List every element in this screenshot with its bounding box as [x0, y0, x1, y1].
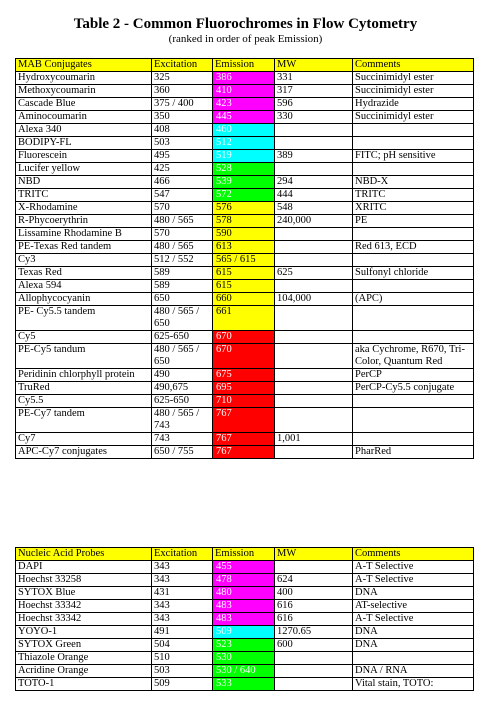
excitation-cell: 547: [152, 189, 213, 202]
fluorochrome-cell: Cy3: [16, 254, 152, 267]
comments-cell: Succinimidyl ester: [353, 72, 474, 85]
table-row: [16, 280, 474, 293]
mw-cell: [275, 306, 353, 331]
excitation-cell: 375 / 400: [152, 98, 213, 111]
emission-cell: 523: [213, 639, 275, 652]
table-row: [16, 574, 474, 587]
fluorochrome-cell: R-Phycoerythrin: [16, 215, 152, 228]
fluorochrome-cell: Aminocoumarin: [16, 111, 152, 124]
comments-cell: (APC): [353, 293, 474, 306]
comments-cell: Sulfonyl chloride: [353, 267, 474, 280]
table-row: [16, 600, 474, 613]
table-row: [16, 98, 474, 111]
comments-header: Comments: [353, 59, 474, 72]
fluorochrome-cell: BODIPY-FL: [16, 137, 152, 150]
comments-cell: A-T Selective: [353, 574, 474, 587]
emission-cell: 519: [213, 150, 275, 163]
table-row: [16, 124, 474, 137]
comments-cell: [353, 254, 474, 267]
emission-cell: 590: [213, 228, 275, 241]
comments-cell: AT-selective: [353, 600, 474, 613]
comments-header: Comments: [353, 548, 474, 561]
emission-cell: 460: [213, 124, 275, 137]
excitation-cell: 325: [152, 72, 213, 85]
excitation-cell: 504: [152, 639, 213, 652]
emission-cell: 695: [213, 382, 275, 395]
mw-cell: [275, 163, 353, 176]
excitation-cell: 480 / 565: [152, 241, 213, 254]
nucleic-acid-probes-body: [16, 548, 474, 691]
table-row: [16, 613, 474, 626]
comments-cell: DNA: [353, 639, 474, 652]
table-row: [16, 150, 474, 163]
mw-cell: [275, 446, 353, 459]
mw-cell: [275, 241, 353, 254]
mw-cell: 330: [275, 111, 353, 124]
excitation-header: Excitation: [152, 548, 213, 561]
excitation-cell: 343: [152, 574, 213, 587]
comments-cell: Vital stain, TOTO:: [353, 678, 474, 691]
excitation-cell: 570: [152, 202, 213, 215]
emission-cell: 615: [213, 280, 275, 293]
fluorochrome-cell: Lissamine Rhodamine B: [16, 228, 152, 241]
emission-header: Emission: [213, 548, 275, 561]
fluorochrome-cell: YOYO-1: [16, 626, 152, 639]
mw-cell: 600: [275, 639, 353, 652]
table-row: [16, 561, 474, 574]
mw-cell: [275, 331, 353, 344]
comments-cell: Hydrazide: [353, 98, 474, 111]
mw-cell: [275, 344, 353, 369]
header-row: [16, 548, 474, 561]
excitation-cell: 425: [152, 163, 213, 176]
emission-cell: 565 / 615: [213, 254, 275, 267]
emission-cell: 670: [213, 331, 275, 344]
category-header: MAB Conjugates: [16, 59, 152, 72]
emission-cell: 480: [213, 587, 275, 600]
mw-cell: [275, 280, 353, 293]
comments-cell: [353, 395, 474, 408]
table-row: [16, 111, 474, 124]
mw-header: MW: [275, 548, 353, 561]
mw-cell: [275, 254, 353, 267]
mw-cell: [275, 652, 353, 665]
table-row: [16, 395, 474, 408]
emission-cell: 576: [213, 202, 275, 215]
excitation-cell: 466: [152, 176, 213, 189]
excitation-cell: 650: [152, 293, 213, 306]
table-subtitle: (ranked in order of peak Emission): [168, 33, 323, 45]
mw-cell: 400: [275, 587, 353, 600]
table-row: [16, 408, 474, 433]
emission-header: Emission: [213, 59, 275, 72]
excitation-cell: 512 / 552: [152, 254, 213, 267]
fluorochrome-cell: SYTOX Blue: [16, 587, 152, 600]
emission-cell: 767: [213, 408, 275, 433]
table-row: [16, 446, 474, 459]
table-row: [16, 241, 474, 254]
table-row: [16, 652, 474, 665]
table-row: [16, 267, 474, 280]
fluorochrome-cell: TOTO-1: [16, 678, 152, 691]
mw-cell: [275, 665, 353, 678]
mw-cell: [275, 395, 353, 408]
table-row: [16, 678, 474, 691]
mw-cell: [275, 678, 353, 691]
fluorochrome-cell: Cy5.5: [16, 395, 152, 408]
emission-cell: 483: [213, 613, 275, 626]
comments-cell: [353, 652, 474, 665]
excitation-cell: 350: [152, 111, 213, 124]
table-row: [16, 215, 474, 228]
table-row: [16, 72, 474, 85]
excitation-cell: 495: [152, 150, 213, 163]
table-row: [16, 163, 474, 176]
comments-cell: XRITC: [353, 202, 474, 215]
table-row: [16, 202, 474, 215]
comments-cell: [353, 280, 474, 293]
comments-cell: DNA: [353, 587, 474, 600]
comments-cell: A-T Selective: [353, 613, 474, 626]
mw-cell: 616: [275, 613, 353, 626]
table-row: [16, 331, 474, 344]
fluorochrome-cell: APC-Cy7 conjugates: [16, 446, 152, 459]
excitation-cell: 480 / 565 / 743: [152, 408, 213, 433]
excitation-header: Excitation: [152, 59, 213, 72]
comments-cell: A-T Selective: [353, 561, 474, 574]
excitation-cell: 408: [152, 124, 213, 137]
excitation-cell: 570: [152, 228, 213, 241]
excitation-cell: 480 / 565 / 650: [152, 306, 213, 331]
fluorochrome-cell: PE- Cy5.5 tandem: [16, 306, 152, 331]
mw-cell: 317: [275, 85, 353, 98]
emission-cell: 423: [213, 98, 275, 111]
excitation-cell: 360: [152, 85, 213, 98]
table-row: [16, 626, 474, 639]
excitation-cell: 510: [152, 652, 213, 665]
fluorochrome-cell: DAPI: [16, 561, 152, 574]
mw-cell: [275, 228, 353, 241]
comments-cell: Succinimidyl ester: [353, 85, 474, 98]
table-row: [16, 293, 474, 306]
excitation-cell: 490,675: [152, 382, 213, 395]
emission-cell: 512: [213, 137, 275, 150]
table-row: [16, 228, 474, 241]
fluorochrome-cell: Cy7: [16, 433, 152, 446]
fluorochrome-cell: PE-Cy5 tandum: [16, 344, 152, 369]
comments-cell: [353, 433, 474, 446]
mw-cell: [275, 124, 353, 137]
table-row: [16, 189, 474, 202]
comments-cell: Succinimidyl ester: [353, 111, 474, 124]
mw-cell: [275, 137, 353, 150]
excitation-cell: 490: [152, 369, 213, 382]
table-row: [16, 137, 474, 150]
excitation-cell: 503: [152, 665, 213, 678]
excitation-cell: 343: [152, 613, 213, 626]
table-row: [16, 587, 474, 600]
fluorochrome-cell: TruRed: [16, 382, 152, 395]
mw-cell: 548: [275, 202, 353, 215]
fluorochrome-cell: Fluorescein: [16, 150, 152, 163]
fluorochrome-cell: SYTOX Green: [16, 639, 152, 652]
emission-cell: 533: [213, 678, 275, 691]
emission-cell: 578: [213, 215, 275, 228]
comments-cell: [353, 137, 474, 150]
fluorochrome-cell: Hydroxycoumarin: [16, 72, 152, 85]
mw-cell: [275, 408, 353, 433]
fluorochrome-cell: Acridine Orange: [16, 665, 152, 678]
emission-cell: 483: [213, 600, 275, 613]
mw-header: MW: [275, 59, 353, 72]
emission-cell: 572: [213, 189, 275, 202]
emission-cell: 509: [213, 626, 275, 639]
fluorochrome-cell: Methoxycoumarin: [16, 85, 152, 98]
emission-cell: 767: [213, 446, 275, 459]
comments-cell: aka Cychrome, R670, Tri-Color, Quantum Red: [353, 344, 474, 369]
excitation-cell: 743: [152, 433, 213, 446]
excitation-cell: 650 / 755: [152, 446, 213, 459]
fluorochrome-cell: Lucifer yellow: [16, 163, 152, 176]
excitation-cell: 343: [152, 600, 213, 613]
fluorochrome-cell: TRITC: [16, 189, 152, 202]
comments-cell: [353, 228, 474, 241]
mw-cell: [275, 382, 353, 395]
mw-cell: 240,000: [275, 215, 353, 228]
comments-cell: [353, 163, 474, 176]
mw-cell: 625: [275, 267, 353, 280]
comments-cell: FITC; pH sensitive: [353, 150, 474, 163]
comments-cell: PharRed: [353, 446, 474, 459]
table-row: [16, 433, 474, 446]
comments-cell: [353, 306, 474, 331]
mw-cell: [275, 561, 353, 574]
emission-cell: 710: [213, 395, 275, 408]
emission-cell: 386: [213, 72, 275, 85]
mab-conjugates-table: [15, 58, 474, 459]
fluorochrome-cell: Peridinin chlorphyll protein: [16, 369, 152, 382]
excitation-cell: 431: [152, 587, 213, 600]
mw-cell: 616: [275, 600, 353, 613]
table-row: [16, 382, 474, 395]
comments-cell: PE: [353, 215, 474, 228]
fluorochrome-cell: Hoechst 33342: [16, 600, 152, 613]
excitation-cell: 625-650: [152, 395, 213, 408]
emission-cell: 539: [213, 176, 275, 189]
mw-cell: 1,001: [275, 433, 353, 446]
table-row: [16, 306, 474, 331]
emission-cell: 767: [213, 433, 275, 446]
excitation-cell: 509: [152, 678, 213, 691]
emission-cell: 660: [213, 293, 275, 306]
emission-cell: 455: [213, 561, 275, 574]
table-row: [16, 369, 474, 382]
nucleic-acid-probes-table: [15, 547, 474, 691]
comments-cell: DNA: [353, 626, 474, 639]
excitation-cell: 480 / 565 / 650: [152, 344, 213, 369]
fluorochrome-cell: NBD: [16, 176, 152, 189]
excitation-cell: 343: [152, 561, 213, 574]
fluorochrome-cell: PE-Cy7 tandem: [16, 408, 152, 433]
table-row: [16, 344, 474, 369]
comments-cell: [353, 408, 474, 433]
emission-cell: 530: [213, 652, 275, 665]
excitation-cell: 480 / 565: [152, 215, 213, 228]
mw-cell: 596: [275, 98, 353, 111]
emission-cell: 661: [213, 306, 275, 331]
table-row: [16, 665, 474, 678]
fluorochrome-cell: X-Rhodamine: [16, 202, 152, 215]
comments-cell: PerCP-Cy5.5 conjugate: [353, 382, 474, 395]
fluorochrome-cell: Thiazole Orange: [16, 652, 152, 665]
mab-conjugates-body: [16, 59, 474, 459]
fluorochrome-cell: Cascade Blue: [16, 98, 152, 111]
mw-cell: [275, 369, 353, 382]
mw-cell: 444: [275, 189, 353, 202]
mw-cell: 331: [275, 72, 353, 85]
mw-cell: 389: [275, 150, 353, 163]
category-header: Nucleic Acid Probes: [16, 548, 152, 561]
excitation-cell: 503: [152, 137, 213, 150]
emission-cell: 528: [213, 163, 275, 176]
comments-cell: [353, 124, 474, 137]
emission-cell: 445: [213, 111, 275, 124]
comments-cell: PerCP: [353, 369, 474, 382]
header-row: [16, 59, 474, 72]
excitation-cell: 589: [152, 267, 213, 280]
excitation-cell: 589: [152, 280, 213, 293]
fluorochrome-cell: Texas Red: [16, 267, 152, 280]
fluorochrome-cell: Alexa 340: [16, 124, 152, 137]
comments-cell: NBD-X: [353, 176, 474, 189]
emission-cell: 530 / 640: [213, 665, 275, 678]
comments-cell: [353, 331, 474, 344]
fluorochrome-cell: Cy5: [16, 331, 152, 344]
fluorochrome-cell: PE-Texas Red tandem: [16, 241, 152, 254]
emission-cell: 675: [213, 369, 275, 382]
mw-cell: 624: [275, 574, 353, 587]
excitation-cell: 625-650: [152, 331, 213, 344]
fluorochrome-cell: Allophycocyanin: [16, 293, 152, 306]
table-row: [16, 639, 474, 652]
comments-cell: Red 613, ECD: [353, 241, 474, 254]
fluorochrome-cell: Hoechst 33342: [16, 613, 152, 626]
comments-cell: DNA / RNA: [353, 665, 474, 678]
table-row: [16, 85, 474, 98]
mw-cell: 104,000: [275, 293, 353, 306]
comments-cell: TRITC: [353, 189, 474, 202]
emission-cell: 410: [213, 85, 275, 98]
table-row: [16, 254, 474, 267]
mw-cell: 1270.65: [275, 626, 353, 639]
emission-cell: 670: [213, 344, 275, 369]
table-row: [16, 176, 474, 189]
excitation-cell: 491: [152, 626, 213, 639]
emission-cell: 613: [213, 241, 275, 254]
emission-cell: 615: [213, 267, 275, 280]
fluorochrome-cell: Alexa 594: [16, 280, 152, 293]
fluorochrome-cell: Hoechst 33258: [16, 574, 152, 587]
mw-cell: 294: [275, 176, 353, 189]
table-title: Table 2 - Common Fluorochromes in Flow Cytometry: [73, 16, 418, 32]
emission-cell: 478: [213, 574, 275, 587]
